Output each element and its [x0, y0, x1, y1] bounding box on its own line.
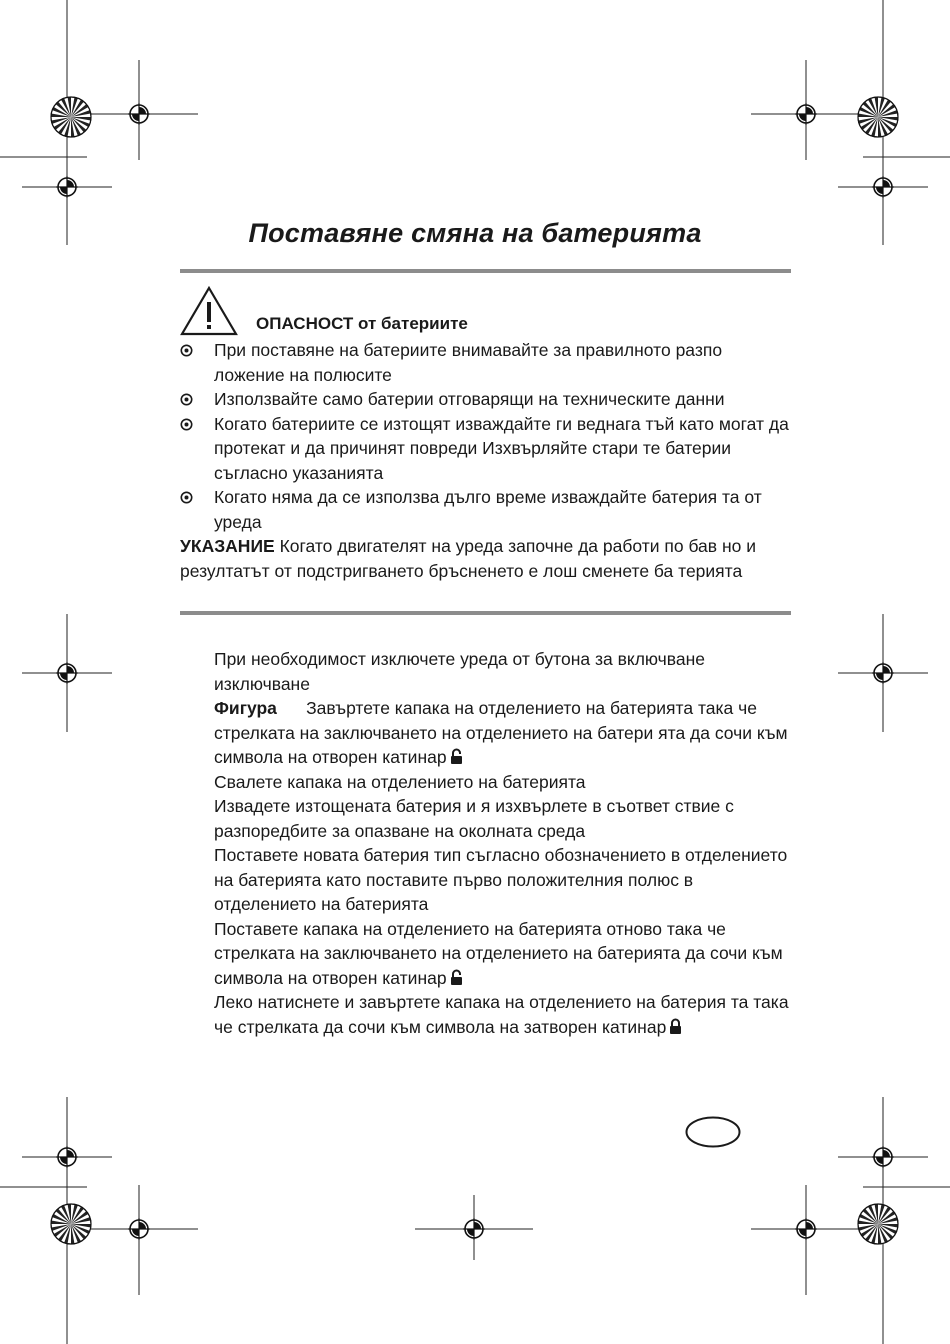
- figure-label: Фигура: [214, 698, 277, 718]
- page-title: Поставяне смяна на батерията: [248, 218, 702, 248]
- list-item-text: Когато няма да се използва дълго време изваждайте батерия та от уреда: [214, 487, 762, 532]
- bottom-divider: [180, 611, 791, 615]
- list-item-text: Използвайте само батерии отговарящи на техническите данни: [214, 389, 725, 409]
- top-divider: [180, 269, 791, 273]
- step-3: Свалете капака на отделението на батерията: [214, 771, 586, 792]
- step-6-text: Поставете капака на отделението на батерията отново така че стрелката на заключването на отделението на батерията да сочи към символа на отворен катинар: [214, 918, 783, 988]
- step-5: Поставете новата батерия тип съгласно обозначението в отделението на батерията като поставите първо положителния полюс в отделението на батерията: [214, 845, 788, 914]
- step-7: [214, 990, 794, 1039]
- step-1: При необходимост изключете уреда от бутона за включване изключване: [214, 649, 706, 694]
- instruction-steps: [214, 647, 794, 1039]
- list-item: [180, 485, 790, 534]
- registration-mark-icon: [872, 662, 894, 684]
- note-paragraph: [180, 534, 790, 583]
- registration-mark-icon: [795, 1218, 817, 1240]
- list-item: [180, 387, 790, 412]
- step-4: Извадете изтощената батерия и я изхвърлете в съответ ствие с разпоредбите за опазване на околната среда: [214, 796, 734, 841]
- step-2-text: Завъртете капака на отделението на батерията така че стрелката на заключването на отделението на батери ята да сочи към символа на отворен катинар: [214, 698, 788, 767]
- warning-heading: ОПАСНОСТ от батериите: [256, 314, 468, 333]
- open-padlock-icon: [450, 969, 463, 986]
- circle-dot-icon: [180, 393, 193, 406]
- starburst-target-icon: [51, 1204, 91, 1244]
- list-item-text: При поставяне на батериите внимавайте за правилното разпо ложение на полюсите: [214, 340, 723, 385]
- starburst-target-icon: [858, 1204, 898, 1244]
- note-text: Когато двигателят на уреда започне да работи по бав но и резултатът от подстригването бръсненето е лош сменете ба терията: [180, 536, 756, 581]
- warning-triangle-icon: [180, 286, 238, 336]
- circle-dot-icon: [180, 344, 193, 357]
- registration-mark-icon: [872, 1146, 894, 1168]
- language-badge-oval: [685, 1116, 741, 1148]
- registration-mark-icon: [795, 103, 817, 125]
- circle-dot-icon: [180, 491, 193, 504]
- registration-mark-icon: [128, 103, 150, 125]
- registration-mark-icon: [56, 176, 78, 198]
- list-item: [180, 412, 790, 486]
- step-6: [214, 917, 794, 991]
- starburst-target-icon: [51, 97, 91, 137]
- step-2: [214, 696, 794, 770]
- list-item-text: Когато батериите се изтощят изваждайте ги веднага тъй като могат да протекат и да причинят повреди Изхвърляйте стари те батерии съгласно указанията: [214, 413, 789, 483]
- step-7-text: Леко натиснете и завъртете капака на отделението на батерия та така че стрелката да сочи към символа на затворен катинар: [214, 992, 789, 1037]
- starburst-target-icon: [858, 97, 898, 137]
- open-padlock-icon: [450, 748, 463, 765]
- registration-mark-icon: [56, 662, 78, 684]
- note-label: УКАЗАНИЕ: [180, 536, 275, 556]
- registration-mark-icon: [128, 1218, 150, 1240]
- closed-padlock-icon: [669, 1018, 682, 1035]
- registration-mark-icon: [463, 1218, 485, 1240]
- circle-dot-icon: [180, 418, 193, 431]
- registration-mark-icon: [56, 1146, 78, 1168]
- warning-list: [180, 338, 790, 534]
- list-item: [180, 338, 790, 387]
- registration-mark-icon: [872, 176, 894, 198]
